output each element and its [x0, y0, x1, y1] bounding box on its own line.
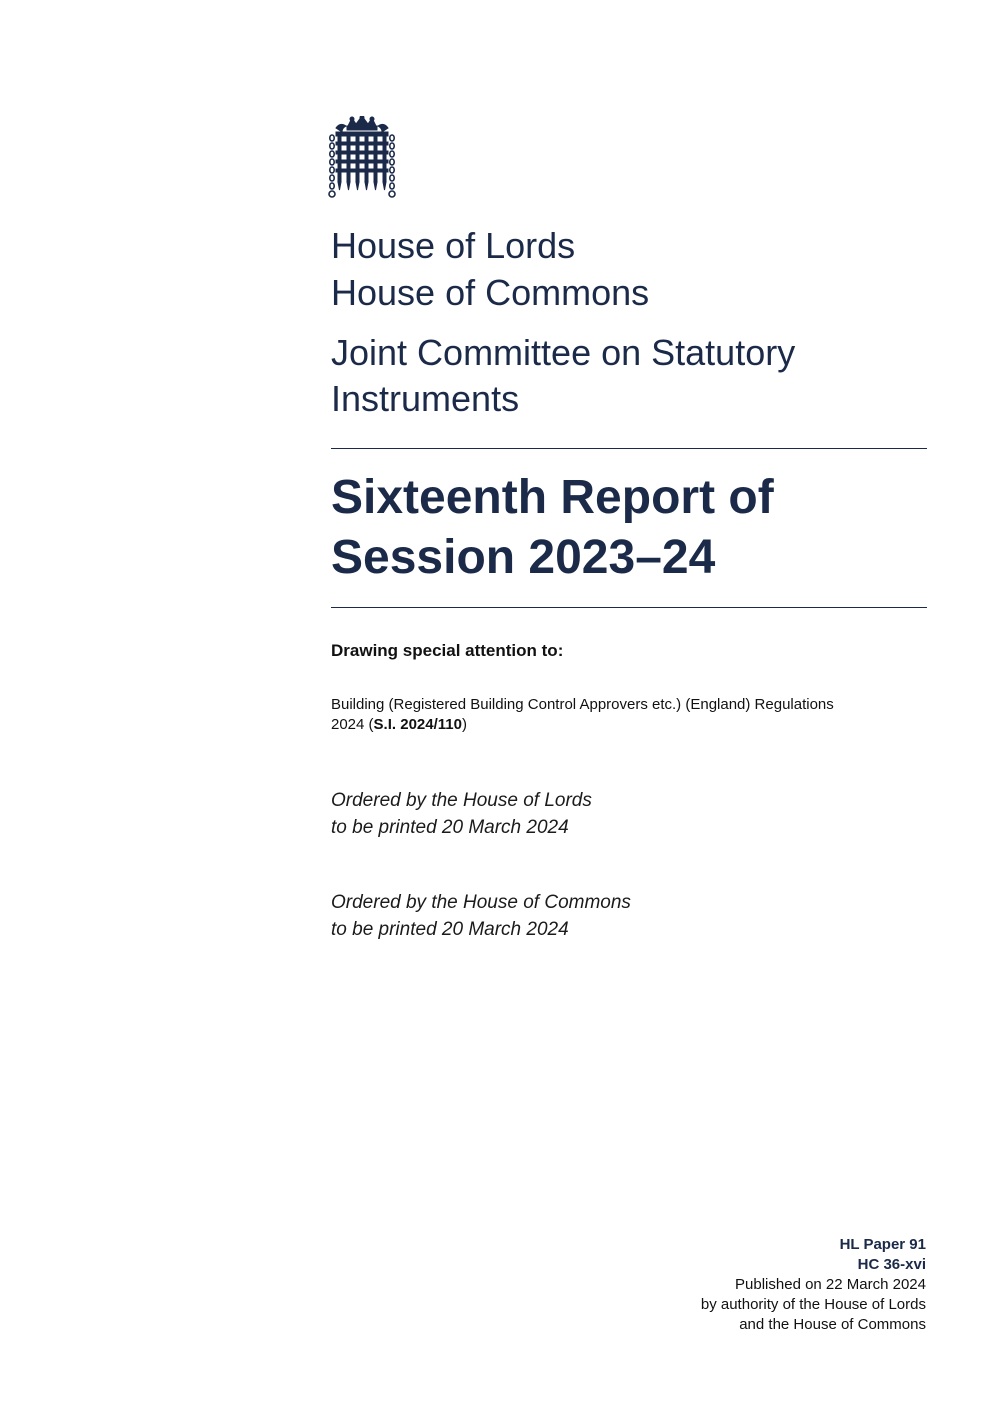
committee-name-line2: Instruments	[331, 378, 520, 419]
report-title-line2: Session 2023–24	[331, 531, 716, 584]
report-title-line1: Sixteenth Report of	[331, 471, 774, 524]
instrument-si-number: S.I. 2024/110	[373, 716, 462, 733]
bottom-divider	[331, 607, 927, 608]
hc-paper-number: HC 36-xvi	[857, 1256, 926, 1273]
ordered-by-commons	[331, 889, 931, 943]
authority-line1: by authority of the House of Lords	[700, 1296, 926, 1313]
ordered-lords-line1: Ordered by the House of Lords	[331, 790, 592, 811]
ordered-by-lords	[331, 787, 931, 841]
houses-heading	[331, 222, 931, 316]
ordered-commons-line2: to be printed 20 March 2024	[331, 919, 569, 940]
hl-paper-number: HL Paper 91	[839, 1236, 926, 1253]
top-divider	[331, 448, 927, 449]
instrument-reference	[331, 695, 931, 735]
ordered-commons-line1: Ordered by the House of Commons	[331, 892, 631, 913]
authority-line2: and the House of Commons	[739, 1316, 926, 1333]
published-date: Published on 22 March 2024	[735, 1276, 926, 1293]
committee-name	[331, 330, 931, 422]
attention-heading: Drawing special attention to:	[331, 641, 564, 660]
instrument-line2-prefix: 2024 (	[331, 716, 374, 733]
committee-name-line1: Joint Committee on Statutory	[331, 332, 796, 373]
report-title	[331, 468, 931, 588]
ordered-lords-line2: to be printed 20 March 2024	[331, 817, 569, 838]
portcullis-icon	[328, 116, 396, 198]
house-of-commons-label: House of Commons	[331, 272, 650, 313]
instrument-line2	[331, 715, 931, 735]
instrument-line1: Building (Registered Building Control Approvers etc.) (England) Regulations	[331, 696, 834, 713]
instrument-line2-suffix: )	[461, 716, 467, 733]
publication-info	[701, 1235, 926, 1335]
house-of-lords-label: House of Lords	[331, 225, 576, 266]
